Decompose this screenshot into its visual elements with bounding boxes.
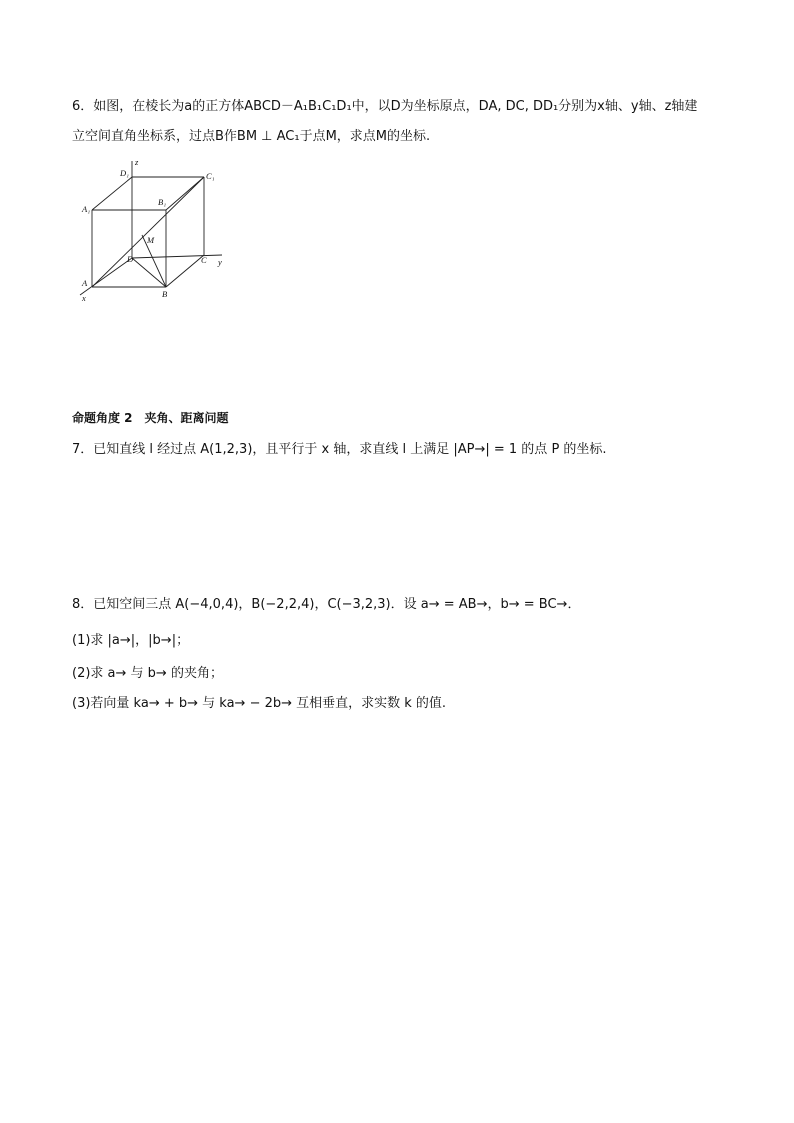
label-y: y [218, 257, 222, 267]
q6-line-1: 6．如图，在棱长为a的正方体ABCD－A₁B₁C₁D₁中，以D为坐标原点，DA, DC, DD₁分别为x轴、y轴、z轴建 [72, 99, 698, 114]
label-m: M [147, 235, 155, 245]
q8-part-3: (3)若向量 ka→ + b→ 与 ka→ − 2b→ 互相垂直，求实数 k 的值. [72, 696, 447, 711]
q7-text: 7．已知直线 l 经过点 A(1,2,3)，且平行于 x 轴，求直线 l 上满足 |AP→| = 1 的点 P 的坐标. [72, 442, 607, 457]
label-c1: C₁ [206, 171, 215, 181]
label-c: C [201, 255, 207, 265]
label-a1: A₁ [82, 204, 91, 214]
q8-part-2: (2)求 a→ 与 b→ 的夹角； [72, 666, 223, 681]
cube-figure [72, 155, 242, 305]
label-z: z [135, 157, 139, 167]
q8-intro: 8．已知空间三点 A(−4,0,4)，B(−2,2,4)，C(−3,2,3)．设 a→ = AB→，b→ = BC→． [72, 597, 581, 612]
label-x: x [82, 293, 86, 303]
y-axis [132, 255, 222, 258]
label-b1: B₁ [158, 197, 167, 207]
q6-line-2: 立空间直角坐标系，过点B作BM ⊥ AC₁于点M，求点M的坐标. [72, 129, 431, 144]
label-d1: D₁ [120, 168, 130, 178]
label-d: D [127, 254, 134, 264]
x-axis [80, 258, 132, 295]
label-b: B [162, 289, 168, 299]
section-title: 命题角度 2 夹角、距离问题 [72, 411, 229, 425]
label-a: A [82, 278, 88, 288]
q8-part-1: (1)求 |a→|，|b→|； [72, 633, 190, 648]
diagonal-ac1 [92, 177, 204, 287]
